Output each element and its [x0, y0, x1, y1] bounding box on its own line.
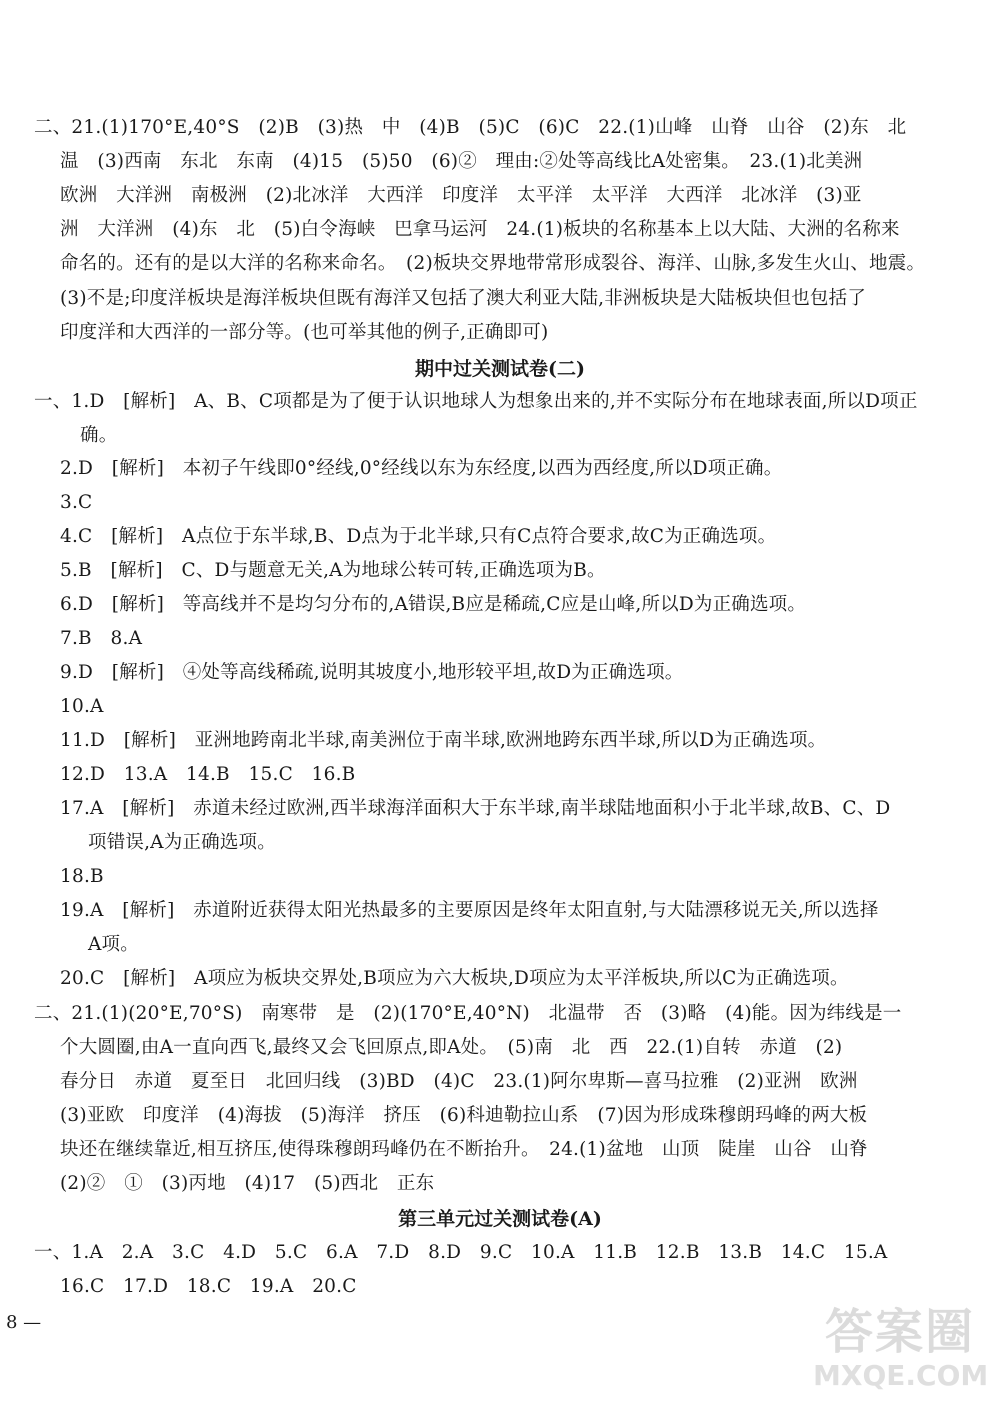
text-line: (3)亚欧 印度洋 (4)海拔 (5)海洋 挤压 (6)科迪勒拉山系 (7)因为形成珠穆朗玛峰的两大板	[60, 1105, 868, 1126]
text-line: 洲 大洋洲 (4)东 北 (5)白令海峡 巴拿马运河 24.(1)板块的名称基本上以大陆、大洲的名称来	[60, 219, 900, 240]
text-line: 16.C 17.D 18.C 19.A 20.C	[60, 1276, 357, 1297]
text-line: 春分日 赤道 夏至日 北回归线 (3)BD (4)C 23.(1)阿尔卑斯—喜马拉雅 (2)亚洲 欧洲	[60, 1071, 858, 1092]
watermark-logo: 答案圈	[825, 1304, 976, 1360]
text-line: 7.B 8.A	[60, 628, 143, 649]
text-line: 印度洋和大西洋的一部分等。(也可举其他的例子,正确即可)	[60, 322, 549, 343]
section-title: 第三单元过关测试卷(A)	[398, 1208, 602, 1230]
text-line: A项。	[88, 934, 139, 955]
watermark-url: MXQE.COM	[813, 1359, 989, 1392]
text-line: 17.A [解析] 赤道未经过欧洲,西半球海洋面积大于东半球,南半球陆地面积小于北半球,故B、C、D	[60, 798, 891, 819]
text-line: 二、21.(1)(20°E,70°S) 南寒带 是 (2)(170°E,40°N) 北温带 否 (3)略 (4)能。因为纬线是一	[34, 1003, 902, 1024]
text-line: 4.C [解析] A点位于东半球,B、D点为于北半球,只有C点符合要求,故C为正确选项。	[60, 526, 777, 547]
text-line: 命名的。还有的是以大洋的名称来命名。 (2)板块交界地带常形成裂谷、海洋、山脉,多发生火山、地震。	[60, 253, 926, 274]
text-line: (2)② ① (3)丙地 (4)17 (5)西北 正东	[60, 1173, 435, 1194]
text-line: 6.D [解析] 等高线并不是均匀分布的,A错误,B应是稀疏,C应是山峰,所以D为正确选项。	[60, 594, 807, 615]
text-line: 一、1.D [解析] A、B、C项都是为了便于认识地球人为想象出来的,并不实际分布在地球表面,所以D项正	[34, 391, 918, 412]
text-line: 块还在继续靠近,相互挤压,使得珠穆朗玛峰仍在不断抬升。 24.(1)盆地 山顶 陡崖 山谷 山脊	[60, 1139, 868, 1160]
text-line: 10.A	[60, 696, 104, 717]
watermark	[807, 1285, 989, 1405]
text-line: 9.D [解析] ④处等高线稀疏,说明其坡度小,地形较平坦,故D为正确选项。	[60, 662, 684, 683]
section-title: 期中过关测试卷(二)	[415, 358, 585, 380]
text-line: 20.C [解析] A项应为板块交界处,B项应为六大板块,D项应为太平洋板块,所以C为正确选项。	[60, 968, 849, 989]
text-line: 3.C	[60, 492, 93, 513]
text-line: 2.D [解析] 本初子午线即0°经线,0°经线以东为东经度,以西为西经度,所以D项正确。	[60, 458, 783, 479]
text-line: 温 (3)西南 东北 东南 (4)15 (5)50 (6)② 理由:②处等高线比A处密集。 23.(1)北美洲	[60, 151, 863, 172]
text-line: (3)不是;印度洋板块是海洋板块但既有海洋又包括了澳大利亚大陆,非洲板块是大陆板块但也包括了	[60, 288, 867, 309]
text-line: 5.B [解析] C、D与题意无关,A为地球公转可转,正确选项为B。	[60, 560, 606, 581]
text-line: 12.D 13.A 14.B 15.C 16.B	[60, 764, 356, 785]
text-line: 19.A [解析] 赤道附近获得太阳光热最多的主要原因是终年太阳直射,与大陆漂移说无关,所以选择	[60, 900, 879, 921]
text-line: 确。	[80, 425, 118, 446]
text-line: 二、21.(1)170°E,40°S (2)B (3)热 中 (4)B (5)C (6)C 22.(1)山峰 山脊 山谷 (2)东 北	[34, 117, 907, 138]
text-line: 个大圆圈,由A一直向西飞,最终又会飞回原点,即A处。 (5)南 北 西 22.(1)自转 赤道 (2)	[60, 1037, 843, 1058]
text-line: 欧洲 大洋洲 南极洲 (2)北冰洋 大西洋 印度洋 太平洋 太平洋 大西洋 北冰洋 (3)亚	[60, 185, 862, 206]
page-number: 8 —	[6, 1312, 42, 1333]
text-line: 一、1.A 2.A 3.C 4.D 5.C 6.A 7.D 8.D 9.C 10.A 11.B 12.B 13.B 14.C 15.A	[34, 1242, 888, 1263]
text-line: 18.B	[60, 866, 104, 887]
text-line: 11.D [解析] 亚洲地跨南北半球,南美洲位于南半球,欧洲地跨东西半球,所以D为正确选项。	[60, 730, 827, 751]
text-line: 项错误,A为正确选项。	[88, 832, 276, 853]
